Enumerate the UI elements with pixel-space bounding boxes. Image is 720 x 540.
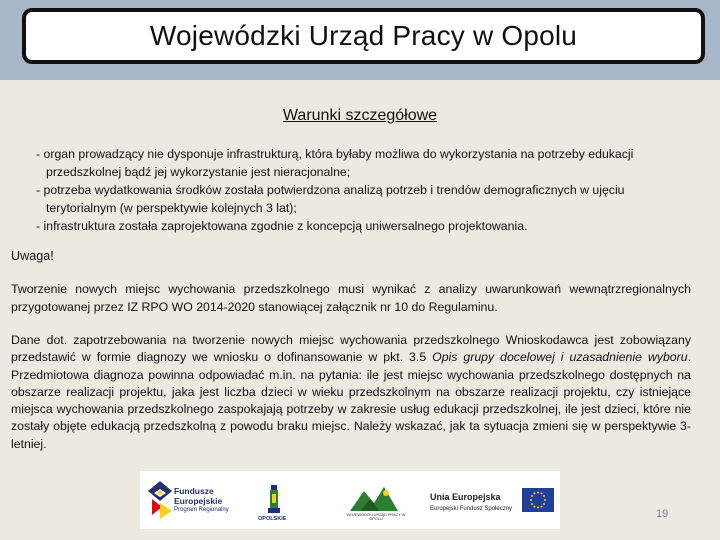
opolskie-logo-icon [268,485,280,513]
paragraph-diagnosis-text: Dane dot. zapotrzebowania na tworzenie nowych miejsc wychowania przedszkolnego Wnioskodawca jest zobowiązany przedstawić w formie diagnozy we wniosku o dofinansowanie w pkt. 3.5 [11,333,691,365]
fe-line-3: Program Regionalny [174,507,229,513]
fundusze-europejskie-logo-icon [148,481,172,519]
list-item: - potrzeba wydatkowania środków została potwierdzona analizą potrzeb i trendów demograficznych w ujęciu terytorialnym (w perspektywie kolejnych 3 lat); [36,183,625,215]
fe-line-1: Fundusze [174,486,214,496]
unia-europejska-text [430,491,512,515]
page-title: Wojewódzki Urząd Pracy w Opolu [149,20,578,51]
ue-line-1: Unia Europejska [430,492,501,502]
fe-line-2: Europejskie [174,495,223,506]
list-item: - infrastruktura została zaprojektowana zgodnie z koncepcją uniwersalnego projektowania. [36,219,528,233]
paragraph-analysis: Tworzenie nowych miejsc wychowania przedszkolnego musi wynikać z analizy uwarunkowań wewnątrzregionalnych przygotowanej przez IZ RPO WO 2014-2020 stanowiącej załącznik nr 10 do Regulaminu. [11,282,691,314]
eu-flag-icon [522,488,554,512]
wup-label: WOJEWÓDZKI URZĄD PRACY W OPOLU [346,513,406,521]
page-number: 19 [656,508,669,520]
list-item: - organ prowadzący nie dysponuje infrastrukturą, która byłaby możliwa do wykorzystania na potrzeby edukacji przedszkolnej bądź jej wykorzystanie jest nieracjonalne; [36,147,634,179]
ue-line-2: Europejski Fundusz Społeczny [430,506,513,512]
note-label: Uwaga! [11,249,54,263]
title-box [22,8,705,64]
paragraph-diagnosis-italic: Opis grupy docelowej i uzasadnienie wyboru [432,350,688,365]
fundusze-europejskie-text [174,487,229,516]
logo-strip [140,471,560,529]
wup-logo-icon [350,485,398,511]
paragraph-diagnosis-text-end: . Przedmiotowa diagnoza powinna odpowiadać m.in. na pytania: ile jest miejsc wychowania przedszkolnego dostępnych na obszarze realizacji projektu, jaka jest liczba dzieci w wieku przedszkolnym na obszarze realizacji projektu, czy istniejące miejsca wychowania przedszkolnego zaspokajają potrzeby w zakresie usług edukacji przedszkolnej, ile jest dzieci, które nie zostały objęte edukacją przedszkolną z powodu braku miejsc. Należy wskazać, jak ta sytuacja zmieni się w perspektywie 3-letniej. [11,350,692,451]
paragraph-diagnosis [11,332,691,453]
conditions-list [36,145,686,235]
opolskie-label: OPOLSKIE [258,516,287,522]
section-heading: Warunki szczegółowe [282,107,438,124]
